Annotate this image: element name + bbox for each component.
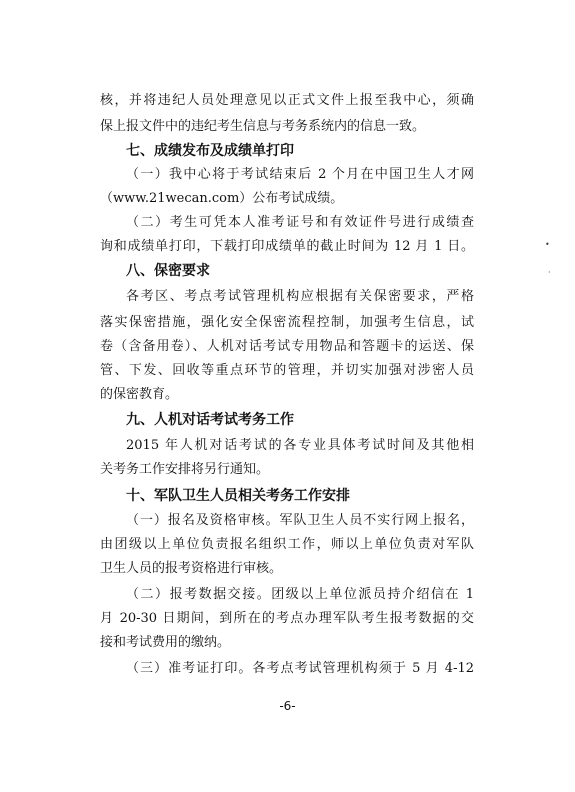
body-text-line: 由团级以上单位负责报名组织工作，师以上单位负责对军队: [100, 537, 474, 552]
scan-speck: ·: [548, 268, 551, 277]
body-text-line: 管、下发、回收等重点环节的管理，并切实加强对涉密人员: [100, 363, 474, 378]
body-text-line: 关考务工作安排将另行通知。: [100, 462, 270, 477]
section-heading-7: 七、成绩发布及成绩单打印: [126, 143, 294, 159]
body-text-line: 月 20-30 日期间，到所在的考点办理军队考生报考数据的交: [100, 611, 474, 626]
section-heading-10: 十、军队卫生人员相关考务工作安排: [126, 488, 350, 504]
body-text-line: 询和成绩单打印，下载打印成绩单的截止时间为 12 月 1 日。: [100, 239, 474, 254]
body-text-line: （一）报名及资格审核。军队卫生人员不实行网上报名，: [126, 513, 474, 528]
body-text-line: （二）考生可凭本人准考证号和有效证件号进行成绩查: [126, 215, 474, 230]
body-text-line: 卫生人员的报考资格进行审核。: [100, 561, 283, 576]
body-text-line: 各考区、考点考试管理机构应根据有关保密要求，严格: [126, 289, 474, 304]
body-text-line: 核，并将违纪人员处理意见以正式文件上报至我中心，须确: [100, 93, 474, 108]
section-heading-9: 九、人机对话考试考务工作: [126, 412, 294, 428]
body-text-line: 保上报文件中的违纪考生信息与考务系统内的信息一致。: [100, 119, 426, 134]
body-text-line: （一）我中心将于考试结束后 2 个月在中国卫生人才网: [126, 167, 474, 182]
scan-speck: •: [545, 240, 550, 249]
body-text-line: 卷（含备用卷）、人机对话考试专用物品和答题卡的运送、保: [100, 339, 474, 354]
body-text-line: 落实保密措施，强化安全保密流程控制，加强考生信息，试: [100, 315, 474, 330]
body-text-line: 的保密教育。: [100, 387, 179, 402]
body-text-line: （www.21wecan.com）公布考试成绩。: [100, 191, 344, 206]
page-number: -6-: [279, 699, 296, 713]
body-text-line: （二）报考数据交接。团级以上单位派员持介绍信在 1: [126, 587, 474, 602]
body-text-line: 2015 年人机对话考试的各专业具体考试时间及其他相: [126, 438, 474, 453]
section-heading-8: 八、保密要求: [126, 263, 210, 279]
body-text-line: 接和考试费用的缴纳。: [100, 635, 231, 650]
body-text-line: （三）准考证打印。各考点考试管理机构须于 5 月 4-12: [126, 661, 474, 676]
